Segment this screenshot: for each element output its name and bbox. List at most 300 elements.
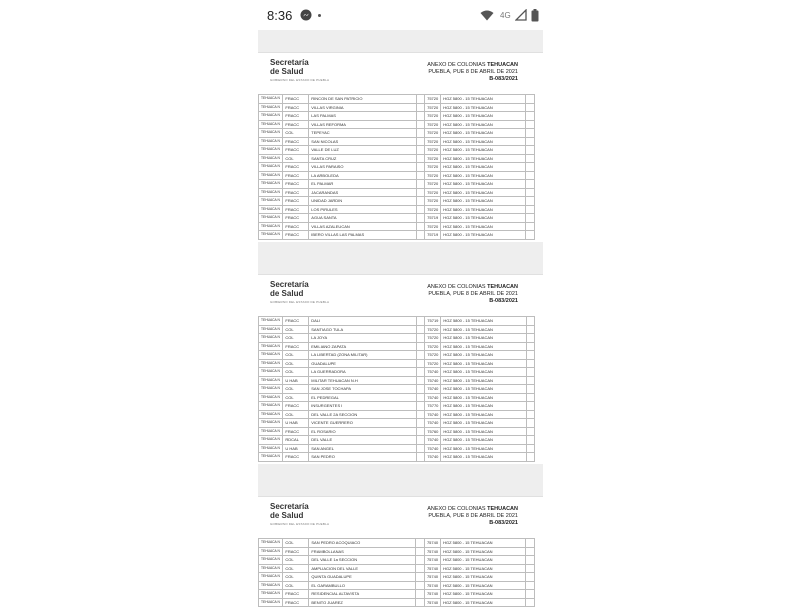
document-page-2 <box>258 274 543 464</box>
colonias-table <box>258 94 535 240</box>
cell-colonia: RESIDENCIAL ALTAVISTA <box>309 590 416 599</box>
cell-colonia: LA JOYA <box>309 334 417 343</box>
cell-empty <box>526 556 535 565</box>
table-row <box>259 95 535 104</box>
cell-municipio: TEHUACA N <box>259 385 283 394</box>
table-row <box>259 427 535 436</box>
cell-colonia: MILITAR TEHUACAN N.H <box>309 376 417 385</box>
cell-empty <box>526 539 535 548</box>
cell-tipo: FRACC <box>283 231 309 240</box>
page-header <box>258 497 543 537</box>
cell-tipo: FRACC <box>283 188 309 197</box>
cell-tipo: FRACC <box>283 120 309 129</box>
status-time: 8:36 <box>267 7 293 23</box>
cell-cp: 75770 <box>425 402 441 411</box>
document-code: B-083/2021 <box>489 520 518 526</box>
cell-empty <box>416 146 424 155</box>
cell-empty <box>526 95 535 104</box>
cell-tipo: COL <box>283 581 309 590</box>
cell-colonia: LA GUERRADORA <box>309 368 417 377</box>
cell-cp: 75720 <box>425 205 441 214</box>
cell-empty <box>416 410 424 419</box>
cell-municipio: TEHUACA N <box>259 368 283 377</box>
table-row <box>259 598 535 607</box>
cell-cp: 75720 <box>425 342 441 351</box>
cell-empty <box>416 598 424 607</box>
document-date: PUEBLA, PUE 8 DE ABRIL DE 2021 <box>428 513 518 519</box>
cell-empty <box>416 564 424 573</box>
cell-cp: 75720 <box>425 154 441 163</box>
table-row <box>259 368 535 377</box>
cell-cp: 75740 <box>424 573 440 582</box>
cell-municipio: TEHUACA N <box>259 325 283 334</box>
cell-empty <box>416 103 424 112</box>
table-row <box>259 120 535 129</box>
cell-unidad: HGZ 5800 - 15 TEHUACAN <box>441 359 526 368</box>
cell-empty <box>526 547 535 556</box>
cell-empty <box>416 95 424 104</box>
cell-empty <box>526 146 535 155</box>
cell-cp: 75740 <box>425 419 441 428</box>
secretaria-logo: Secretaría de Salud <box>270 280 309 298</box>
cell-colonia: JACARANDAS <box>309 188 416 197</box>
table-row <box>259 197 535 206</box>
cell-colonia: DEL VALLE <box>309 436 417 445</box>
table-row <box>259 180 535 189</box>
cell-colonia: GUADALUPE <box>309 359 417 368</box>
table-row <box>259 376 535 385</box>
table-row <box>259 539 535 548</box>
cell-empty <box>416 214 424 223</box>
cell-unidad: HGZ 5800 - 15 TEHUACAN <box>441 385 526 394</box>
colonias-table <box>258 538 535 607</box>
cell-cp: 75720 <box>425 334 441 343</box>
cell-empty <box>526 444 534 453</box>
table-row <box>259 436 535 445</box>
cell-empty <box>416 359 424 368</box>
cell-municipio: TEHUACA N <box>259 205 283 214</box>
cell-empty <box>526 419 534 428</box>
cell-municipio: TEHUACA N <box>259 129 283 138</box>
cell-cp: 75720 <box>425 120 441 129</box>
cell-unidad: HGZ 5800 - 15 TEHUACAN <box>441 180 526 189</box>
cell-municipio: TEHUACA N <box>259 581 283 590</box>
cell-empty <box>416 419 424 428</box>
cell-unidad: HGZ 5800 - 15 TEHUACAN <box>441 547 526 556</box>
cell-empty <box>416 188 424 197</box>
cell-unidad: HGZ 5800 - 15 TEHUACAN <box>441 453 526 462</box>
cell-empty <box>416 197 424 206</box>
cell-cp: 75740 <box>425 393 441 402</box>
cell-municipio: TEHUACA N <box>259 351 283 360</box>
cell-empty <box>416 581 424 590</box>
cell-colonia: AMPLIACION DEL VALLE <box>309 564 416 573</box>
cell-unidad: HGZ 5800 - 15 TEHUACAN <box>441 539 526 548</box>
table-row <box>259 402 535 411</box>
cell-tipo: COL <box>283 351 309 360</box>
cell-unidad: HGZ 5800 - 15 TEHUACAN <box>441 146 526 155</box>
cell-empty <box>526 590 535 599</box>
cell-unidad: HGZ 5800 - 15 TEHUACAN <box>441 325 526 334</box>
cell-colonia: TEPEYAC <box>309 129 416 138</box>
cell-empty <box>416 436 424 445</box>
annex-title: ANEXO DE COLONIAS TEHUACAN <box>427 62 518 68</box>
cell-tipo: FRACC <box>283 180 309 189</box>
cell-unidad: HGZ 5800 - 15 TEHUACAN <box>441 556 526 565</box>
cell-tipo: FRACC <box>283 146 309 155</box>
cell-empty <box>416 547 424 556</box>
cell-empty <box>416 205 424 214</box>
cell-cp: 75740 <box>424 556 440 565</box>
cell-colonia: QUINTA GUADALUPE <box>309 573 416 582</box>
cell-tipo: FRACC <box>283 163 309 172</box>
cell-unidad: HGZ 5800 - 15 TEHUACAN <box>441 573 526 582</box>
cell-tipo: COL <box>283 359 309 368</box>
cell-empty <box>416 180 424 189</box>
cell-colonia: EL PALMAR <box>309 180 416 189</box>
cell-tipo: COL <box>283 573 309 582</box>
cell-cp: 75740 <box>424 547 440 556</box>
table-row <box>259 317 535 326</box>
cell-empty <box>526 376 534 385</box>
cell-empty <box>416 120 424 129</box>
cell-municipio: TEHUACA N <box>259 436 283 445</box>
cell-empty <box>416 453 424 462</box>
cell-colonia: SAN PEDRO <box>309 453 417 462</box>
cell-cp: 75740 <box>425 410 441 419</box>
table-row <box>259 222 535 231</box>
page-header <box>258 53 543 93</box>
cell-empty <box>526 222 535 231</box>
cell-tipo: FRACC <box>283 598 309 607</box>
cell-empty <box>416 444 424 453</box>
cell-tipo: FRACC <box>283 590 309 599</box>
cell-empty <box>526 137 535 146</box>
cell-unidad: HGZ 5800 - 15 TEHUACAN <box>441 154 526 163</box>
cell-empty <box>526 205 535 214</box>
cell-unidad: HGZ 5800 - 15 TEHUACAN <box>441 222 526 231</box>
table-row <box>259 385 535 394</box>
cell-colonia: VILLAS PARAISO <box>309 163 416 172</box>
table-row <box>259 334 535 343</box>
cell-empty <box>526 317 534 326</box>
cell-municipio: TEHUACA N <box>259 103 283 112</box>
cell-colonia: SAN PEDRO ACOQUIACO <box>309 539 416 548</box>
cell-tipo: FRACC <box>283 137 309 146</box>
cell-cp: 75720 <box>425 171 441 180</box>
cell-empty <box>416 317 424 326</box>
cell-tipo: COL <box>283 154 309 163</box>
cell-empty <box>416 137 424 146</box>
cell-tipo: COL <box>283 334 309 343</box>
cell-municipio: TEHUACA N <box>259 598 283 607</box>
cell-colonia: DEL VALLE 2A SECCION <box>309 410 417 419</box>
cell-empty <box>526 393 534 402</box>
cell-tipo: COL <box>283 410 309 419</box>
cell-municipio: TEHUACA N <box>259 453 283 462</box>
table-row <box>259 590 535 599</box>
table-row <box>259 129 535 138</box>
wifi-icon <box>480 10 494 21</box>
table-row <box>259 444 535 453</box>
secretaria-logo: Secretaría de Salud <box>270 58 309 76</box>
cell-cp: 75719 <box>425 214 441 223</box>
cell-empty <box>416 231 424 240</box>
cell-cp: 75740 <box>425 385 441 394</box>
cell-cp: 75740 <box>425 376 441 385</box>
cell-empty <box>526 120 535 129</box>
table-row <box>259 581 535 590</box>
cell-colonia: VILLAS REFORMA <box>309 120 416 129</box>
cell-tipo: FRACC <box>283 103 309 112</box>
cell-empty <box>526 581 535 590</box>
signal-icon <box>515 9 527 21</box>
cell-unidad: HGZ 5800 - 15 TEHUACAN <box>441 581 526 590</box>
document-page-1 <box>258 52 543 242</box>
cell-empty <box>526 231 535 240</box>
annex-title: ANEXO DE COLONIAS TEHUACAN <box>427 284 518 290</box>
cell-unidad: HGZ 5800 - 15 TEHUACAN <box>441 427 526 436</box>
cell-unidad: HGZ 5800 - 15 TEHUACAN <box>441 120 526 129</box>
table-row <box>259 231 535 240</box>
cell-municipio: TEHUACA N <box>259 154 283 163</box>
cell-empty <box>416 556 424 565</box>
cell-colonia: AGUA SANTA <box>309 214 416 223</box>
cell-municipio: TEHUACA N <box>259 556 283 565</box>
cell-municipio: TEHUACA N <box>259 120 283 129</box>
network-type: 4G <box>500 10 511 20</box>
cell-colonia: EMILIANO ZAPATA <box>309 342 417 351</box>
cell-empty <box>416 351 424 360</box>
cell-cp: 75740 <box>424 590 440 599</box>
cell-colonia: EL PEDREGAL <box>309 393 417 402</box>
document-page-3 <box>258 496 543 605</box>
page-header <box>258 275 543 315</box>
cell-unidad: HGZ 5800 - 15 TEHUACAN <box>441 393 526 402</box>
cell-empty <box>416 334 424 343</box>
cell-municipio: TEHUACA N <box>259 146 283 155</box>
cell-empty <box>416 163 424 172</box>
cell-unidad: HGZ 5800 - 15 TEHUACAN <box>441 163 526 172</box>
cell-cp: 75720 <box>425 188 441 197</box>
cell-tipo: FRACC <box>283 317 309 326</box>
status-bar <box>0 0 800 30</box>
cell-municipio: TEHUACA N <box>259 214 283 223</box>
cell-municipio: TEHUACA N <box>259 539 283 548</box>
cell-empty <box>526 368 534 377</box>
cell-empty <box>416 154 424 163</box>
cell-unidad: HGZ 5800 - 15 TEHUACAN <box>441 334 526 343</box>
cell-empty <box>526 103 535 112</box>
cell-empty <box>526 334 534 343</box>
cell-unidad: HGZ 5800 - 15 TEHUACAN <box>441 402 526 411</box>
cell-unidad: HGZ 5800 - 15 TEHUACAN <box>441 598 526 607</box>
cell-municipio: TEHUACA N <box>259 137 283 146</box>
cell-empty <box>416 539 424 548</box>
document-date: PUEBLA, PUE 8 DE ABRIL DE 2021 <box>428 291 518 297</box>
cell-empty <box>416 171 424 180</box>
document-code: B-083/2021 <box>489 298 518 304</box>
cell-colonia: SANTA CRUZ <box>309 154 416 163</box>
cell-unidad: HGZ 5800 - 15 TEHUACAN <box>441 564 526 573</box>
colonias-table <box>258 316 535 462</box>
cell-colonia: INSURGENTES I <box>309 402 417 411</box>
cell-unidad: HGZ 5800 - 15 TEHUACAN <box>441 231 526 240</box>
cell-municipio: TEHUACA N <box>259 410 283 419</box>
cell-unidad: HGZ 5800 - 15 TEHUACAN <box>441 197 526 206</box>
cell-municipio: TEHUACA N <box>259 402 283 411</box>
table-row <box>259 410 535 419</box>
cell-empty <box>416 376 424 385</box>
cell-empty <box>526 598 535 607</box>
cell-municipio: TEHUACA N <box>259 427 283 436</box>
cell-municipio: TEHUACA N <box>259 231 283 240</box>
table-row <box>259 453 535 462</box>
cell-unidad: HGZ 5800 - 15 TEHUACAN <box>441 444 526 453</box>
cell-unidad: HGZ 5800 - 15 TEHUACAN <box>441 317 526 326</box>
messenger-icon <box>300 9 312 21</box>
cell-cp: 75719 <box>425 317 441 326</box>
cell-municipio: TEHUACA N <box>259 547 283 556</box>
table-row <box>259 393 535 402</box>
cell-colonia: DEL VALLE 1a SECCION <box>309 556 416 565</box>
table-row <box>259 547 535 556</box>
cell-empty <box>526 112 535 121</box>
cell-unidad: HGZ 5800 - 15 TEHUACAN <box>441 171 526 180</box>
cell-municipio: TEHUACA N <box>259 359 283 368</box>
cell-empty <box>526 197 535 206</box>
cell-cp: 75740 <box>424 539 440 548</box>
cell-tipo: FRACC <box>283 197 309 206</box>
annex-title: ANEXO DE COLONIAS TEHUACAN <box>427 506 518 512</box>
cell-empty <box>526 573 535 582</box>
cell-empty <box>416 222 424 231</box>
cell-empty <box>416 573 424 582</box>
cell-unidad: HGZ 5800 - 15 TEHUACAN <box>441 368 526 377</box>
battery-icon <box>531 9 539 22</box>
cell-colonia: DALI <box>309 317 417 326</box>
document-date: PUEBLA, PUE 8 DE ABRIL DE 2021 <box>428 69 518 75</box>
cell-empty <box>526 188 535 197</box>
cell-cp: 75740 <box>425 444 441 453</box>
table-row <box>259 556 535 565</box>
cell-colonia: BENITO JUAREZ <box>309 598 416 607</box>
cell-cp: 75720 <box>425 112 441 121</box>
cell-colonia: EL ROSARIO <box>309 427 417 436</box>
cell-unidad: HGZ 5800 - 15 TEHUACAN <box>441 188 526 197</box>
table-row <box>259 342 535 351</box>
cell-unidad: HGZ 5800 - 15 TEHUACAN <box>441 95 526 104</box>
cell-empty <box>416 402 424 411</box>
table-row <box>259 214 535 223</box>
cell-tipo: FRACC <box>283 205 309 214</box>
cell-empty <box>416 590 424 599</box>
logo-subtitle: GOBIERNO DEL ESTADO DE PUEBLA <box>270 78 330 82</box>
cell-colonia: UNIDAD JARDIN <box>309 197 416 206</box>
cell-tipo: COL <box>283 564 309 573</box>
table-row <box>259 171 535 180</box>
cell-tipo: U HAB <box>283 376 309 385</box>
table-row <box>259 205 535 214</box>
cell-municipio: TEHUACA N <box>259 334 283 343</box>
cell-tipo: U HAB <box>283 444 309 453</box>
cell-empty <box>526 180 535 189</box>
cell-tipo: FRACC <box>283 342 309 351</box>
cell-colonia: FRAMBOLLANAS <box>309 547 416 556</box>
cell-empty <box>526 163 535 172</box>
cell-empty <box>526 410 534 419</box>
secretaria-logo: Secretaría de Salud <box>270 502 309 520</box>
cell-empty <box>526 325 534 334</box>
cell-tipo: COL <box>283 368 309 377</box>
cell-tipo: U HAB <box>283 419 309 428</box>
cell-unidad: HGZ 5800 - 15 TEHUACAN <box>441 590 526 599</box>
cell-colonia: LA LIBERTAD (ZONA MILITAR) <box>309 351 417 360</box>
cell-cp: 75720 <box>425 351 441 360</box>
table-row <box>259 154 535 163</box>
table-row <box>259 163 535 172</box>
cell-tipo: FRACC <box>283 171 309 180</box>
cell-municipio: TEHUACA N <box>259 573 283 582</box>
cell-cp: 75720 <box>425 325 441 334</box>
cell-colonia: LOS PIRULES <box>309 205 416 214</box>
cell-municipio: TEHUACA N <box>259 376 283 385</box>
cell-empty <box>416 342 424 351</box>
cell-cp: 75740 <box>425 453 441 462</box>
cell-municipio: TEHUACA N <box>259 342 283 351</box>
cell-cp: 75740 <box>424 581 440 590</box>
cell-unidad: HGZ 5800 - 15 TEHUACAN <box>441 103 526 112</box>
cell-tipo: FRACC <box>283 214 309 223</box>
cell-empty <box>416 112 424 121</box>
table-row <box>259 137 535 146</box>
cell-tipo: COL <box>283 539 309 548</box>
cell-unidad: HGZ 5800 - 15 TEHUACAN <box>441 137 526 146</box>
cell-empty <box>526 214 535 223</box>
cell-tipo: FRACC <box>283 547 309 556</box>
logo-subtitle: GOBIERNO DEL ESTADO DE PUEBLA <box>270 522 330 526</box>
cell-municipio: TEHUACA N <box>259 222 283 231</box>
cell-municipio: TEHUACA N <box>259 590 283 599</box>
cell-municipio: TEHUACA N <box>259 112 283 121</box>
cell-colonia: LA ARBOLEDA <box>309 171 416 180</box>
cell-tipo: FRACC <box>283 427 309 436</box>
cell-cp: 75720 <box>425 146 441 155</box>
cell-municipio: TEHUACA N <box>259 317 283 326</box>
cell-empty <box>416 385 424 394</box>
cell-tipo: COL <box>283 129 309 138</box>
cell-unidad: HGZ 5800 - 15 TEHUACAN <box>441 351 526 360</box>
table-row <box>259 573 535 582</box>
cell-empty <box>526 564 535 573</box>
cell-tipo: RDCAL <box>283 436 309 445</box>
cell-empty <box>416 427 424 436</box>
cell-tipo: COL <box>283 556 309 565</box>
document-code: B-083/2021 <box>489 76 518 82</box>
table-row <box>259 564 535 573</box>
cell-municipio: TEHUACA N <box>259 564 283 573</box>
cell-cp: 75740 <box>424 598 440 607</box>
cell-unidad: HGZ 5800 - 15 TEHUACAN <box>441 419 526 428</box>
cell-empty <box>526 436 534 445</box>
cell-colonia: VILLAS VIRGINIA <box>309 103 416 112</box>
cell-colonia: SAN NICOLAS <box>309 137 416 146</box>
cell-cp: 75740 <box>425 436 441 445</box>
cell-empty <box>526 351 534 360</box>
table-row <box>259 419 535 428</box>
cell-cp: 75720 <box>425 137 441 146</box>
cell-cp: 75740 <box>425 368 441 377</box>
